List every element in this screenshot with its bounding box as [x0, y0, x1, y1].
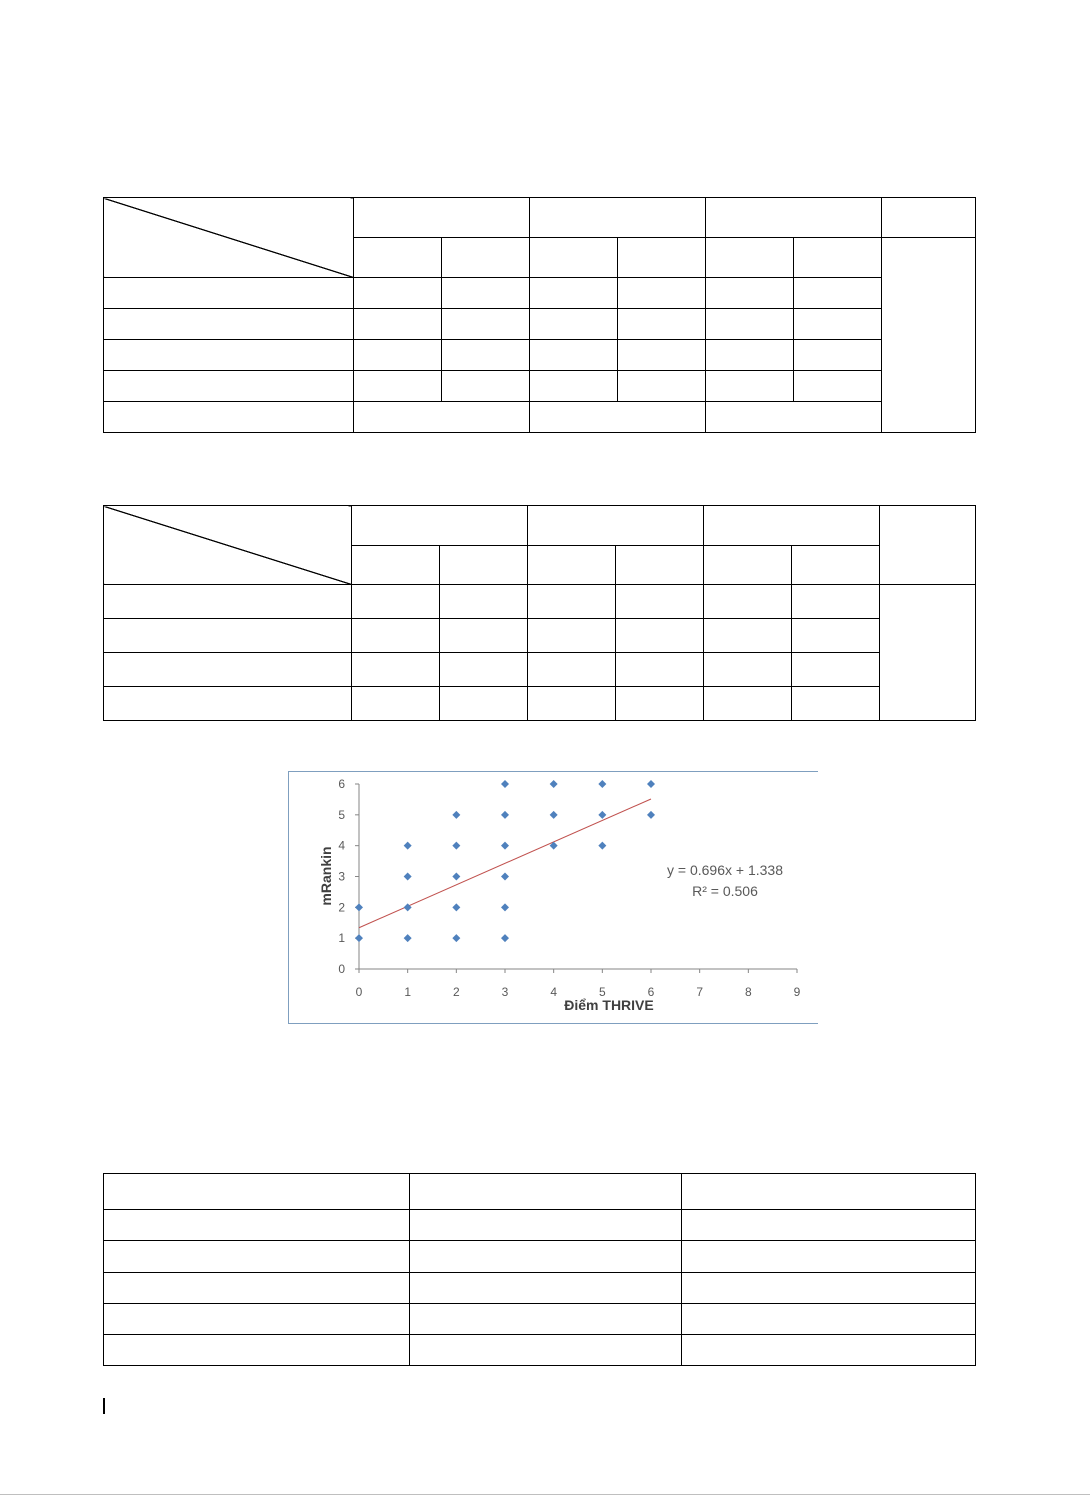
table-row [104, 585, 976, 619]
scatter-point [355, 934, 363, 942]
table-row [104, 619, 976, 653]
table-1-subheader [706, 238, 794, 278]
table-2-subheader [528, 546, 616, 585]
table-row [104, 309, 976, 340]
scatter-point [404, 934, 412, 942]
scatter-point [501, 934, 509, 942]
table-row [104, 1272, 976, 1303]
margin-change-bar [103, 1398, 105, 1414]
y-tick-label: 2 [338, 900, 345, 915]
x-tick-label: 3 [501, 985, 509, 999]
table-1-subheader [794, 238, 882, 278]
table-2-subheader [792, 546, 880, 585]
table-row [104, 1174, 976, 1210]
table-2-merged-last-column [880, 585, 976, 721]
table-1-corner-cell [104, 198, 354, 278]
table-3 [103, 1173, 976, 1366]
scatter-point [452, 934, 460, 942]
table-2-header-group-2 [528, 506, 704, 546]
y-tick-label: 1 [338, 931, 345, 946]
table-row [104, 687, 976, 721]
scatter-point [452, 811, 460, 819]
table-row [104, 1210, 976, 1241]
table-2 [103, 505, 976, 721]
x-axis-label: Điểm THRIVE [564, 997, 654, 1013]
table-2-header-group-1 [352, 506, 528, 546]
r-squared-label: R² = 0.506 [692, 883, 758, 899]
scatter-point [501, 842, 509, 850]
x-tick-label: 9 [793, 985, 801, 999]
y-tick-label: 3 [338, 869, 345, 884]
x-tick-label: 7 [696, 985, 704, 999]
table-2-header-group-3 [704, 506, 880, 546]
table-1-header-last [882, 198, 976, 238]
table-1-header-group-2 [530, 198, 706, 238]
table-1-subheader [442, 238, 530, 278]
scatter-plot-svg [289, 772, 819, 1025]
scatter-point [404, 842, 412, 850]
table-2-subheader [440, 546, 528, 585]
table-1-subheader [354, 238, 442, 278]
y-tick-label: 5 [338, 807, 345, 822]
table-1-merged-last-column [882, 238, 976, 433]
table-row [104, 653, 976, 687]
scatter-point [501, 873, 509, 881]
scatter-point [598, 842, 606, 850]
table-row [104, 1241, 976, 1272]
scatter-point [647, 780, 655, 788]
footer-rule [0, 1494, 1090, 1495]
trendline-equation: y = 0.696x + 1.338 [667, 862, 783, 878]
table-row [104, 402, 976, 433]
x-tick-label: 5 [598, 985, 606, 999]
x-tick-label: 4 [550, 985, 558, 999]
scatter-point [355, 903, 363, 911]
scatter-point [404, 873, 412, 881]
scatter-point [647, 811, 655, 819]
scatter-point [452, 903, 460, 911]
table-row [104, 278, 976, 309]
scatter-point [452, 842, 460, 850]
scatter-point [501, 780, 509, 788]
y-axis-label: mRankin [318, 846, 334, 906]
table-2-header-last [880, 506, 976, 585]
table-1-subheader [530, 238, 618, 278]
scatter-point [550, 780, 558, 788]
scatter-point [598, 780, 606, 788]
table-row [104, 340, 976, 371]
table-1-header-group-3 [706, 198, 882, 238]
y-tick-label: 4 [338, 838, 345, 853]
table-row [104, 1303, 976, 1334]
scatter-point [452, 873, 460, 881]
table-2-subheader [704, 546, 792, 585]
table-2-corner-cell [104, 506, 352, 585]
table-2-subheader [352, 546, 440, 585]
x-tick-label: 8 [744, 985, 752, 999]
table-2-subheader [616, 546, 704, 585]
x-tick-label: 1 [404, 985, 412, 999]
x-tick-label: 6 [647, 985, 655, 999]
table-row [104, 371, 976, 402]
y-tick-label: 0 [338, 962, 345, 976]
scatter-point [501, 903, 509, 911]
scatter-point [501, 811, 509, 819]
y-tick-label: 6 [338, 777, 345, 791]
table-1-header-group-1 [354, 198, 530, 238]
table-row [104, 1334, 976, 1365]
scatter-point [550, 811, 558, 819]
x-tick-label: 0 [355, 985, 363, 999]
table-1 [103, 197, 976, 433]
scatter-point [598, 811, 606, 819]
scatter-chart [288, 771, 818, 1024]
chart-points [355, 780, 655, 942]
table-1-subheader [618, 238, 706, 278]
x-tick-label: 2 [452, 985, 460, 999]
